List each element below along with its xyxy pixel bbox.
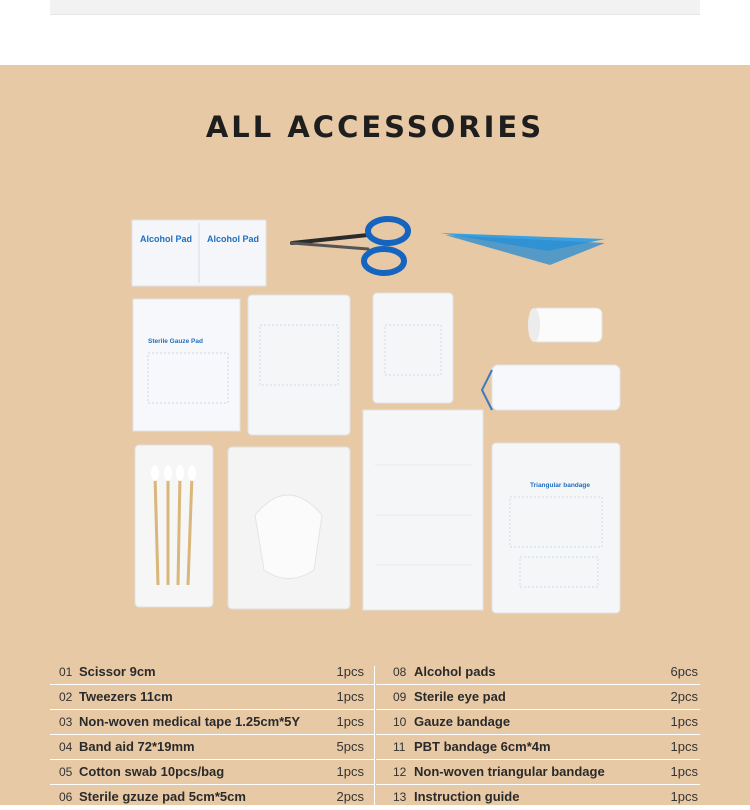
tweezers-icon [440,233,605,265]
cotton-swab-bag [135,445,213,607]
sterile-gauze-pad [133,299,240,431]
medical-tape-roll [528,308,602,342]
table-row: 08 Alcohol pads 6pcs [376,660,700,685]
top-content-bar [50,0,700,15]
scissors-icon [292,219,408,273]
gauze-bandage-pack [363,410,483,610]
accessories-photo [100,175,660,635]
triangular-bandage-label: Triangular bandage [530,482,590,489]
table-row: 09 Sterile eye pad 2pcs [376,685,700,710]
table-row: 10 Gauze bandage 1pcs [376,710,700,735]
table-row: 01 Scissor 9cm 1pcs [50,660,374,685]
table-row: 02 Tweezers 11cm 1pcs [50,685,374,710]
alcohol-pad-label-2: Alcohol Pad [207,234,260,244]
triangular-bandage-bag [492,443,620,613]
alcohol-pad-label: Alcohol Pad [140,234,193,244]
sterile-eye-pad [228,447,350,609]
table-row: 06 Sterile gzuze pad 5cm*5cm 2pcs [50,785,374,810]
column-divider [374,666,375,805]
pbt-bandage-bag [248,295,350,435]
table-row: 12 Non-woven triangular bandage 1pcs [376,760,700,785]
table-row: 11 PBT bandage 6cm*4m 1pcs [376,735,700,760]
accessories-column-left [50,660,374,810]
accessories-table [50,660,700,805]
accessories-column-right [376,660,700,810]
table-row: 03 Non-woven medical tape 1.25cm*5Y 1pcs [50,710,374,735]
gauze-pad-label: Sterile Gauze Pad [148,338,203,345]
band-aid-strip [482,365,620,410]
section-title: ALL ACCESSORIES [205,110,545,144]
gauze-bandage-bag [373,293,453,403]
table-row: 04 Band aid 72*19mm 5pcs [50,735,374,760]
table-row: 13 Instruction guide 1pcs [376,785,700,810]
alcohol-pad-packet [132,220,266,286]
table-row: 05 Cotton swab 10pcs/bag 1pcs [50,760,374,785]
